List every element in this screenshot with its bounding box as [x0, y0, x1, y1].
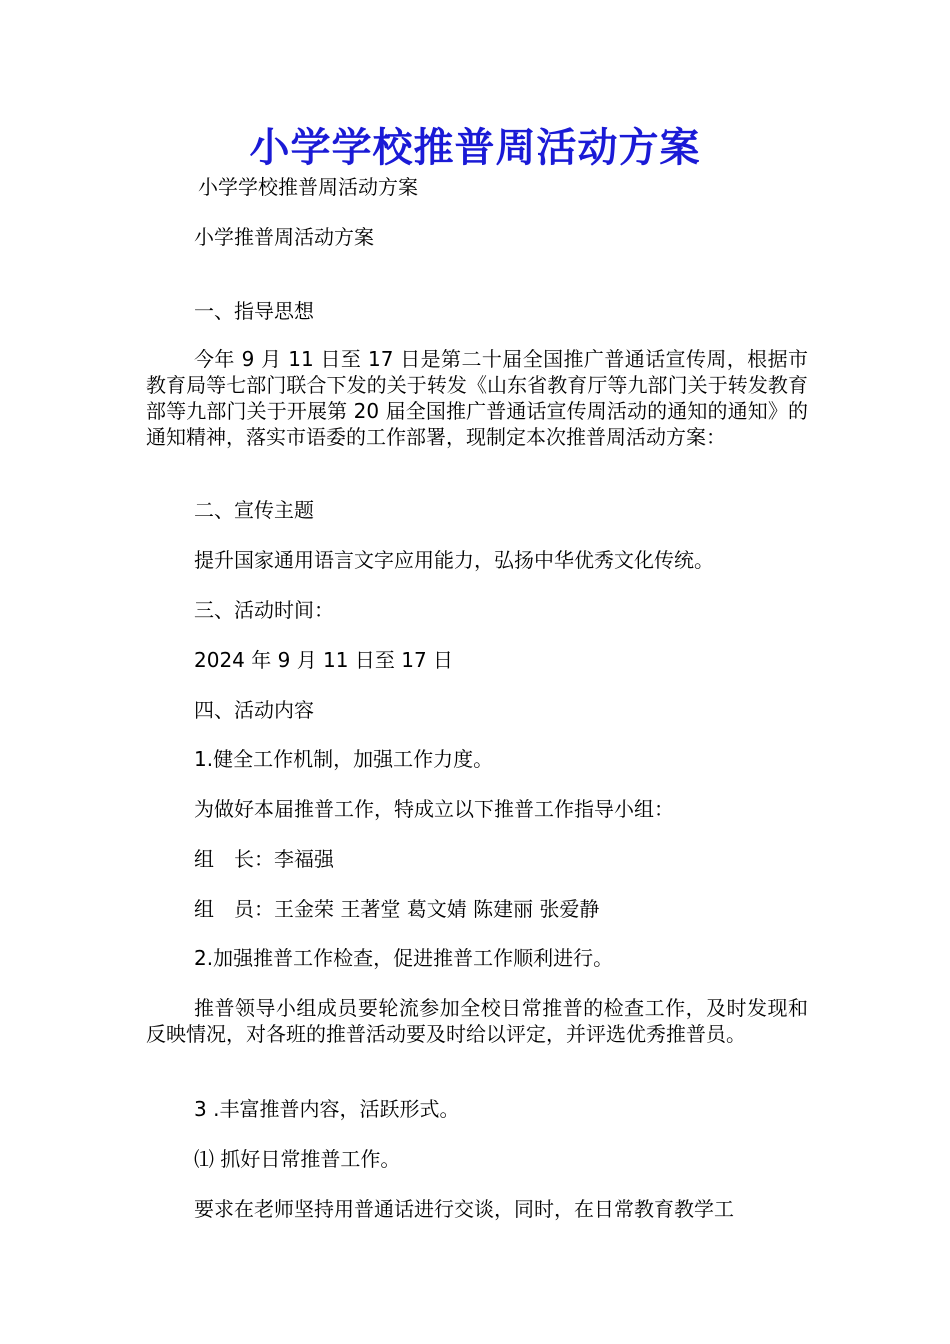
paragraph-item-3: 3 .丰富推普内容，活跃形式。	[194, 1097, 460, 1121]
paragraph-group-members: 组 员：王金荣 王著堂 葛文婧 陈建丽 张爱静	[194, 897, 600, 921]
paragraph-item-1-body: 为做好本届推普工作，特成立以下推普工作指导小组：	[194, 797, 674, 821]
paragraph-item-1: 1.健全工作机制，加强工作力度。	[194, 747, 494, 771]
paragraph-subtitle: 小学学校推普周活动方案	[198, 175, 418, 199]
paragraph-guiding-thought-body: 今年 9 月 11 日至 17 日是第二十届全国推广普通话宣传周，根据市教育局等七部门联合下发的关于转发《山东省教育厅等九部门关于转发教育部等九部门关于开展第 20 届全国推广普通话宣传周活动的通知的通知》的通知精神，落实市语委的工作部署，现制定本次推普周活动方案：	[146, 347, 808, 449]
paragraph-item-3-1: ⑴ 抓好日常推普工作。	[194, 1147, 401, 1171]
heading-activity-content: 四、活动内容	[194, 698, 314, 722]
paragraph-item-3-1-body: 要求在老师坚持用普通话进行交谈，同时，在日常教育教学工	[194, 1197, 734, 1221]
paragraph-theme-body: 提升国家通用语言文字应用能力，弘扬中华优秀文化传统。	[194, 548, 714, 572]
heading-activity-time: 三、活动时间：	[194, 598, 334, 622]
paragraph-item-2: 2.加强推普工作检查，促进推普工作顺利进行。	[194, 946, 614, 970]
heading-theme: 二、宣传主题	[194, 498, 314, 522]
heading-guiding-thought: 一、指导思想	[194, 299, 314, 323]
paragraph-activity-time-body: 2024 年 9 月 11 日至 17 日	[194, 648, 454, 672]
document-title: 小学学校推普周活动方案	[249, 124, 701, 171]
paragraph-plan-name: 小学推普周活动方案	[194, 225, 374, 249]
paragraph-group-leader: 组 长：李福强	[194, 847, 334, 871]
paragraph-item-2-body: 推普领导小组成员要轮流参加全校日常推普的检查工作，及时发现和反映情况，对各班的推普活动要及时给以评定，并评选优秀推普员。	[146, 996, 808, 1046]
